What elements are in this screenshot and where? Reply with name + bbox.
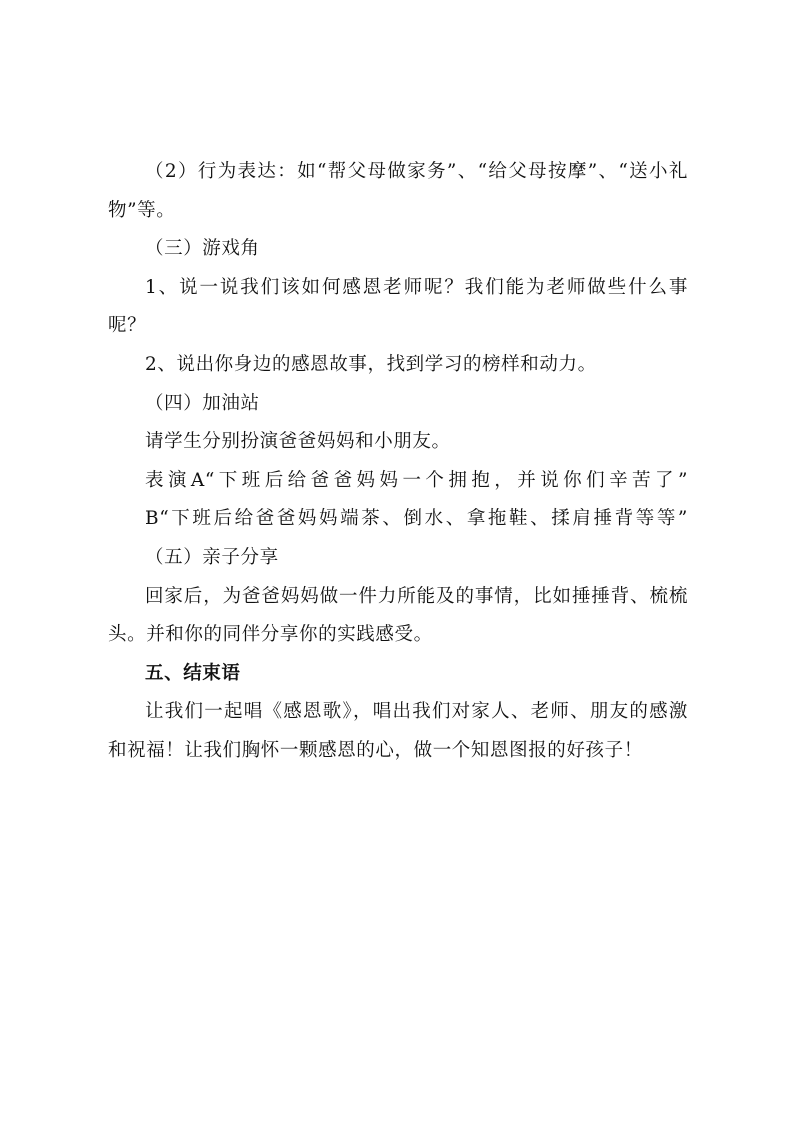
section-parent-child-sharing: （五）亲子分享 — [145, 546, 279, 568]
paragraph-performance-b: B“下班后给爸爸妈妈端茶、倒水、拿拖鞋、揉肩捶背等等” — [145, 508, 688, 530]
paragraph-behavior-expression: （2）行为表达：如“帮父母做家务”、“给父母按摩”、“送小礼物”等。 — [108, 161, 688, 221]
paragraph-gratitude-stories: 2、说出你身边的感恩故事，找到学习的榜样和动力。 — [145, 353, 597, 375]
document-body — [108, 153, 688, 771]
section-refuel-station: （四）加油站 — [145, 392, 260, 414]
heading-conclusion: 五、结束语 — [145, 662, 241, 684]
paragraph-performance-a: 表演A“下班后给爸爸妈妈一个拥抱，并说你们辛苦了” — [145, 469, 688, 491]
section-game-corner: （三）游戏角 — [145, 238, 260, 260]
paragraph-conclusion: 让我们一起唱《感恩歌》，唱出我们对家人、老师、朋友的感激和祝福！让我们胸怀一颗感恩的心，做一个知恩图报的好孩子！ — [108, 701, 688, 761]
paragraph-role-play: 请学生分别扮演爸爸妈妈和小朋友。 — [145, 431, 451, 453]
paragraph-home-practice: 回家后，为爸爸妈妈做一件力所能及的事情，比如捶捶背、梳梳头。并和你的同伴分享你的实践感受。 — [108, 585, 688, 646]
paragraph-thank-teachers: 1、说一说我们该如何感恩老师呢？我们能为老师做些什么事呢？ — [108, 276, 688, 337]
